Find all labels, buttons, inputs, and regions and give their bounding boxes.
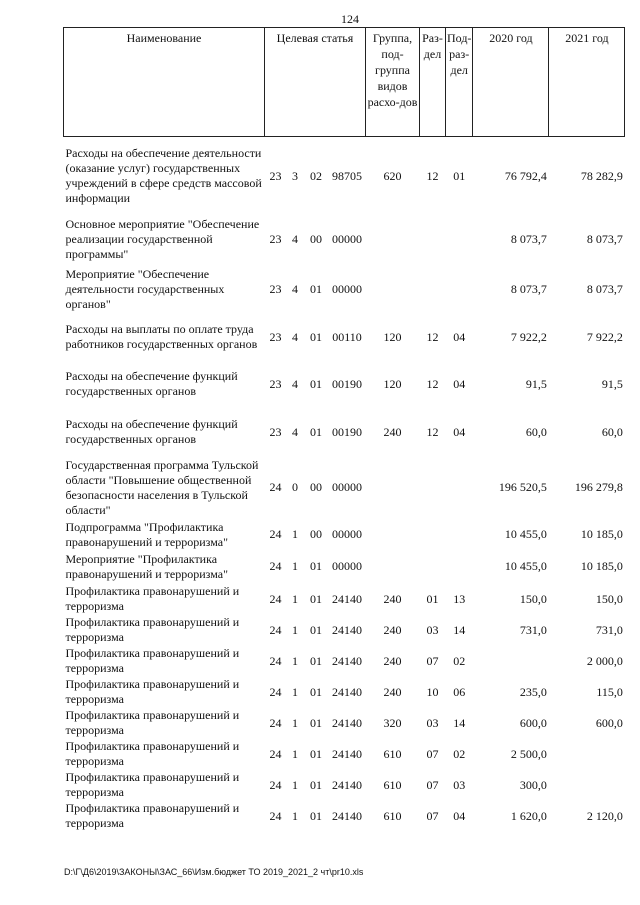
value-2021: 2 000,0 <box>586 653 623 668</box>
target-code-1: 24 <box>269 777 282 792</box>
expense-group: 240 <box>383 653 402 668</box>
target-code-2: 1 <box>292 715 298 730</box>
target-code-3: 01 <box>310 746 322 761</box>
subsection: 02 <box>453 653 466 668</box>
target-code-2: 4 <box>292 232 298 246</box>
value-2020: 2 500,0 <box>510 746 547 761</box>
value-2021: 8 073,7 <box>586 232 623 246</box>
section: 03 <box>426 622 439 637</box>
target-code-3: 00 <box>310 480 322 494</box>
target-code-4: 24140 <box>332 684 362 699</box>
header-2021: 2021 год <box>549 28 625 137</box>
value-2021: 60,0 <box>601 424 623 439</box>
value-2021: 731,0 <box>595 622 623 637</box>
table-row <box>64 360 625 409</box>
target-code-4: 00000 <box>332 232 362 246</box>
row-name: Основное мероприятие "Обеспечение реализации государственной программы" <box>65 217 260 261</box>
table-row <box>64 801 625 832</box>
target-code-2: 4 <box>292 281 298 296</box>
subsection <box>446 264 473 315</box>
target-code-2: 1 <box>292 653 298 668</box>
target-code-1: 24 <box>269 746 282 761</box>
target-code-3: 00 <box>310 232 322 246</box>
subsection: 02 <box>453 746 466 761</box>
value-2021: 150,0 <box>595 591 623 606</box>
expense-group: 610 <box>383 808 402 823</box>
target-code-1: 23 <box>269 168 282 183</box>
value-2021: 115,0 <box>596 684 623 699</box>
section <box>420 550 446 584</box>
target-code-4: 00000 <box>332 480 362 494</box>
expense-group: 240 <box>383 591 402 606</box>
value-2021: 7 922,2 <box>586 329 623 344</box>
target-code-2: 4 <box>292 424 298 439</box>
value-2021: 600,0 <box>595 715 623 730</box>
table-row <box>64 456 625 520</box>
target-code-3: 01 <box>310 622 322 637</box>
value-2020: 235,0 <box>519 684 547 699</box>
target-code-1: 24 <box>269 591 282 606</box>
target-code-2: 1 <box>292 684 298 699</box>
table-row <box>64 770 625 801</box>
subsection: 01 <box>453 168 466 183</box>
target-code-2: 1 <box>292 777 298 792</box>
header-name: Наименование <box>64 28 265 137</box>
header-2020: 2020 год <box>473 28 549 137</box>
row-name: Расходы на обеспечение функций государственных органов <box>65 417 238 446</box>
target-code-3: 01 <box>310 329 322 344</box>
expense-group: 620 <box>383 168 402 183</box>
value-2020: 7 922,2 <box>510 329 547 344</box>
file-path-footer: D:\Г\Д6\2019\ЗАКОНЫ\ЗАС_66\Изм.бюджет ТО 2019_2021_2 чт\pr10.xls <box>64 867 364 877</box>
value-2021: 10 185,0 <box>580 527 623 541</box>
target-code-4: 00190 <box>332 424 362 439</box>
subsection: 04 <box>453 376 466 391</box>
value-2021: 2 120,0 <box>586 808 623 823</box>
expense-group: 240 <box>383 622 402 637</box>
section: 03 <box>426 715 439 730</box>
target-code-1: 23 <box>269 281 282 296</box>
target-code-3: 01 <box>310 424 322 439</box>
section: 07 <box>426 653 439 668</box>
target-code-3: 02 <box>310 168 322 183</box>
value-2020: 1 620,0 <box>510 808 547 823</box>
table-body <box>64 137 625 832</box>
target-code-3: 01 <box>310 591 322 606</box>
section: 12 <box>426 168 439 183</box>
section <box>420 216 446 264</box>
target-code-1: 24 <box>269 622 282 637</box>
table-header-row <box>64 28 625 137</box>
subsection <box>446 520 473 550</box>
target-code-4: 98705 <box>332 168 362 183</box>
target-code-4: 24140 <box>332 715 362 730</box>
subsection: 06 <box>453 684 466 699</box>
expense-group: 240 <box>383 424 402 439</box>
row-name: Государственная программа Тульской области "Повышение общественной безопасности населения в Тульской области" <box>65 457 259 517</box>
target-code-4: 24140 <box>332 808 362 823</box>
section: 12 <box>426 376 439 391</box>
header-expense-group: Группа, под-группа видов расхо-дов <box>366 28 420 137</box>
section <box>420 456 446 520</box>
row-name: Профилактика правонарушений и терроризма <box>65 708 240 737</box>
target-code-3: 01 <box>310 559 322 573</box>
value-2020: 150,0 <box>519 591 547 606</box>
value-2020: 10 455,0 <box>504 527 547 541</box>
value-2021: 8 073,7 <box>586 281 623 296</box>
expense-group: 610 <box>383 746 402 761</box>
value-2020: 731,0 <box>519 622 547 637</box>
expense-group <box>366 216 420 264</box>
subsection: 14 <box>453 622 466 637</box>
budget-table <box>63 27 625 832</box>
target-code-3: 00 <box>310 527 322 541</box>
table-row <box>64 584 625 615</box>
target-code-2: 1 <box>292 808 298 823</box>
value-2020: 76 792,4 <box>504 168 547 183</box>
row-name: Профилактика правонарушений и терроризма <box>65 615 240 644</box>
row-name: Профилактика правонарушений и терроризма <box>65 646 240 675</box>
table-row <box>64 677 625 708</box>
table-row <box>64 137 625 216</box>
target-code-3: 01 <box>310 715 322 730</box>
target-code-1: 24 <box>269 715 282 730</box>
subsection: 04 <box>453 329 466 344</box>
target-code-3: 01 <box>310 653 322 668</box>
target-code-4: 00000 <box>332 527 362 541</box>
target-code-4: 24140 <box>332 746 362 761</box>
value-2020: 10 455,0 <box>504 559 547 573</box>
expense-group: 320 <box>383 715 402 730</box>
target-code-2: 1 <box>292 746 298 761</box>
target-code-1: 23 <box>269 232 282 246</box>
table-row <box>64 739 625 770</box>
row-name: Профилактика правонарушений и терроризма <box>65 801 240 830</box>
table-row <box>64 646 625 677</box>
target-code-4: 24140 <box>332 591 362 606</box>
section: 07 <box>426 808 439 823</box>
value-2020: 8 073,7 <box>510 232 547 246</box>
section: 10 <box>426 684 439 699</box>
subsection <box>446 550 473 584</box>
header-target-article: Целевая статья <box>265 28 366 137</box>
value-2020: 600,0 <box>519 715 547 730</box>
expense-group: 120 <box>383 376 402 391</box>
row-name: Расходы на обеспечение функций государственных органов <box>65 369 238 398</box>
value-2020: 300,0 <box>519 777 547 792</box>
value-2020: 8 073,7 <box>510 281 547 296</box>
table-row <box>64 264 625 315</box>
subsection <box>446 216 473 264</box>
subsection: 13 <box>453 591 466 606</box>
header-subsection: Под-раз-дел <box>446 28 473 137</box>
subsection <box>446 456 473 520</box>
target-code-3: 01 <box>310 684 322 699</box>
target-code-2: 1 <box>292 527 298 541</box>
target-code-2: 1 <box>292 591 298 606</box>
table-row <box>64 615 625 646</box>
row-name: Расходы на обеспечение деятельности (оказание услуг) государственных учреждений в сфере средств массовой информации <box>65 146 262 206</box>
row-name: Профилактика правонарушений и терроризма <box>65 770 240 799</box>
target-code-1: 23 <box>269 424 282 439</box>
target-code-1: 24 <box>269 559 282 573</box>
expense-group <box>366 520 420 550</box>
budget-table-wrapper <box>63 27 625 832</box>
target-code-4: 00000 <box>332 281 362 296</box>
subsection: 04 <box>453 808 466 823</box>
target-code-1: 24 <box>269 480 282 494</box>
expense-group: 610 <box>383 777 402 792</box>
expense-group: 120 <box>383 329 402 344</box>
target-code-1: 23 <box>269 376 282 391</box>
section: 07 <box>426 777 439 792</box>
value-2021: 10 185,0 <box>580 559 623 573</box>
expense-group <box>366 456 420 520</box>
section: 07 <box>426 746 439 761</box>
table-row <box>64 315 625 360</box>
target-code-3: 01 <box>310 808 322 823</box>
target-code-2: 3 <box>292 168 298 183</box>
target-code-1: 24 <box>269 653 282 668</box>
target-code-4: 24140 <box>332 653 362 668</box>
target-code-3: 01 <box>310 376 322 391</box>
section <box>420 520 446 550</box>
target-code-2: 4 <box>292 376 298 391</box>
row-name: Подпрограмма "Профилактика правонарушений и терроризма" <box>65 519 228 549</box>
section <box>420 264 446 315</box>
target-code-2: 0 <box>292 480 298 494</box>
table-row <box>64 550 625 584</box>
value-2021: 196 279,8 <box>574 480 623 494</box>
row-name: Профилактика правонарушений и терроризма <box>65 739 240 768</box>
expense-group <box>366 550 420 584</box>
table-row <box>64 216 625 264</box>
target-code-4: 00110 <box>332 329 362 344</box>
target-code-1: 24 <box>269 684 282 699</box>
row-name: Мероприятие "Обеспечение деятельности государственных органов" <box>65 266 225 311</box>
target-code-3: 01 <box>310 281 322 296</box>
row-name: Профилактика правонарушений и терроризма <box>65 584 240 613</box>
section: 01 <box>426 591 439 606</box>
table-row <box>64 708 625 739</box>
value-2021 <box>549 739 625 770</box>
value-2021: 78 282,9 <box>580 168 623 183</box>
value-2020: 60,0 <box>525 424 547 439</box>
value-2020: 196 520,5 <box>498 480 547 494</box>
row-name: Профилактика правонарушений и терроризма <box>65 677 240 706</box>
target-code-3: 01 <box>310 777 322 792</box>
target-code-1: 23 <box>269 329 282 344</box>
row-name: Мероприятие "Профилактика правонарушений и терроризма" <box>65 551 228 581</box>
target-code-4: 24140 <box>332 622 362 637</box>
target-code-4: 24140 <box>332 777 362 792</box>
page-number: 124 <box>341 12 359 26</box>
subsection: 03 <box>453 777 466 792</box>
target-code-2: 1 <box>292 559 298 573</box>
value-2021: 91,5 <box>601 376 623 391</box>
target-code-2: 4 <box>292 329 298 344</box>
expense-group: 240 <box>383 684 402 699</box>
header-section: Раз-дел <box>420 28 446 137</box>
subsection: 04 <box>453 424 466 439</box>
row-name: Расходы на выплаты по оплате труда работников государственных органов <box>65 322 258 351</box>
value-2021 <box>549 770 625 801</box>
table-row <box>64 409 625 456</box>
target-code-4: 00000 <box>332 559 362 573</box>
section: 12 <box>426 424 439 439</box>
table-row <box>64 520 625 550</box>
subsection: 14 <box>453 715 466 730</box>
target-code-1: 24 <box>269 808 282 823</box>
section: 12 <box>426 329 439 344</box>
expense-group <box>366 264 420 315</box>
target-code-2: 1 <box>292 622 298 637</box>
target-code-1: 24 <box>269 527 282 541</box>
target-code-4: 00190 <box>332 376 362 391</box>
value-2020 <box>473 646 549 677</box>
value-2020: 91,5 <box>525 376 547 391</box>
